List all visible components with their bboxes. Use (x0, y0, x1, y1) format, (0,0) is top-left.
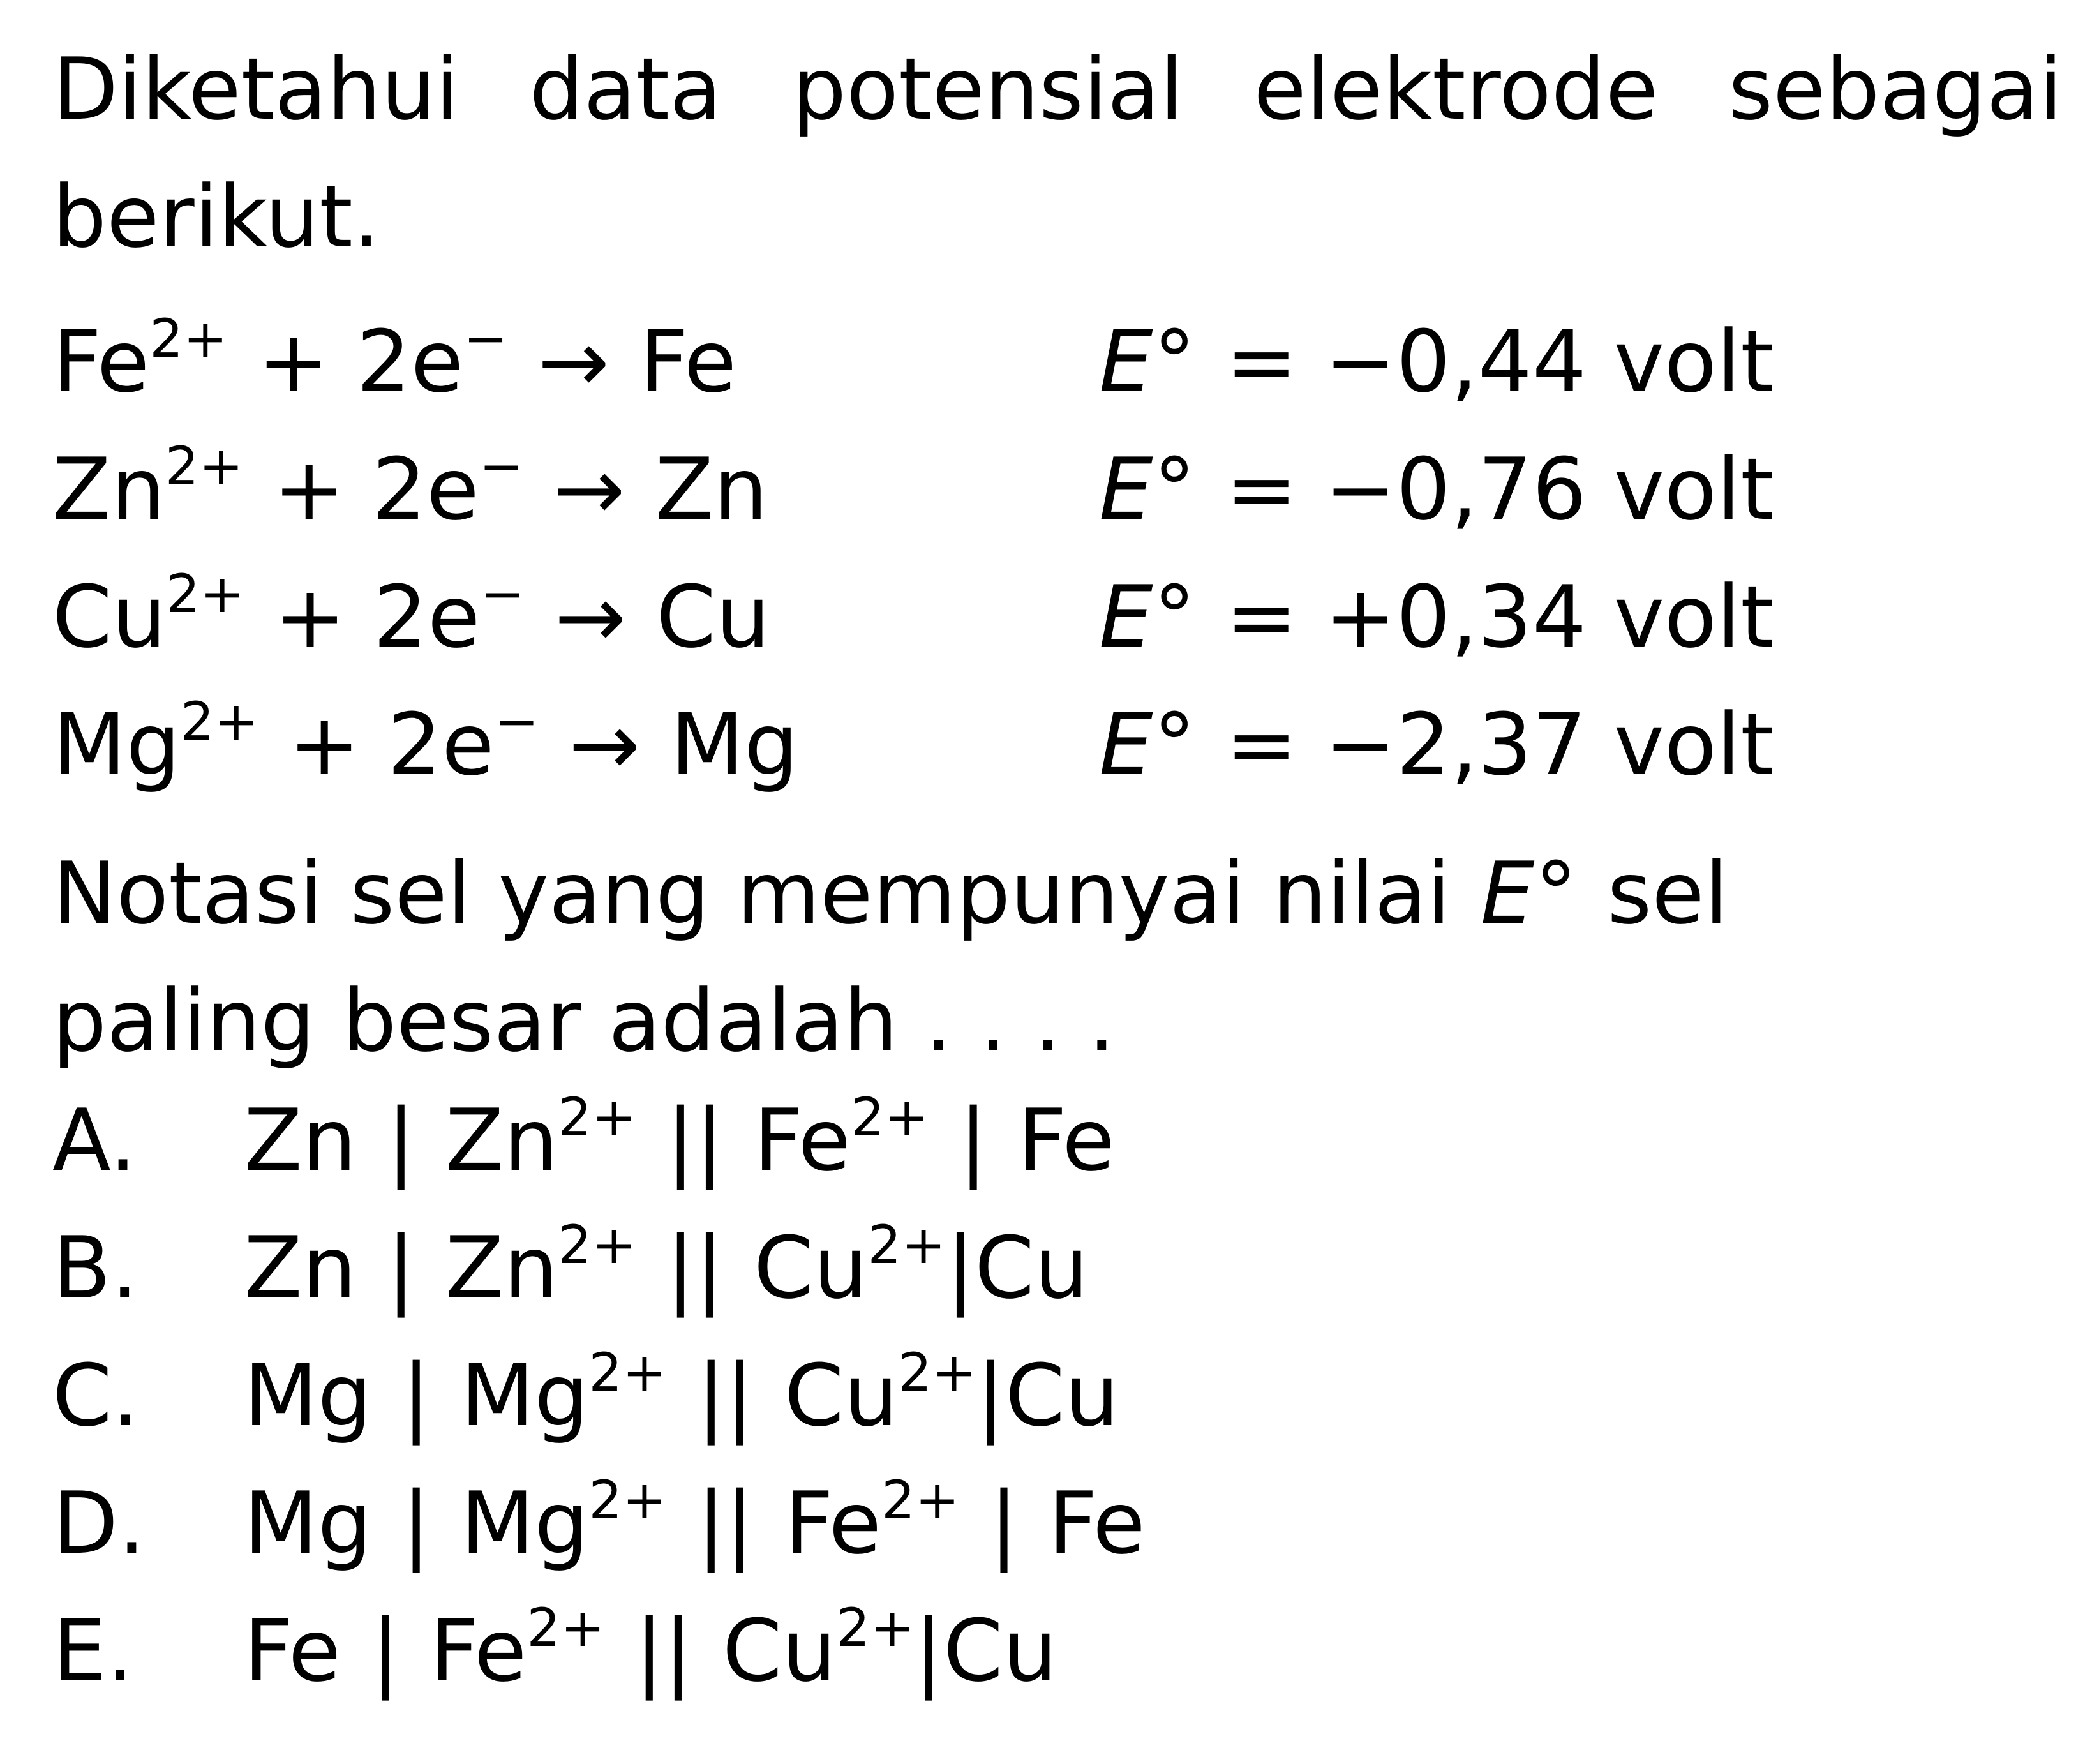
potential-value: = −0,44 volt (1225, 312, 1774, 412)
potential-symbol: E (1099, 695, 1153, 795)
cell-notation: Zn | $Zn^{2+}$ || $Fe^{2+}$ | Fe (244, 1086, 1115, 1190)
reactant-ion: Fe (52, 312, 150, 412)
ion-charge: 2+ (165, 435, 244, 497)
salt-bridge: || (666, 1218, 724, 1318)
question-line-2: paling besar adalah . . . . (52, 971, 1116, 1071)
cell-notation: Mg | $Mg^{2+}$ || $Cu^{2+}|Cu$ (244, 1342, 1119, 1446)
salt-bridge: || (666, 1091, 724, 1190)
salt-bridge: || (696, 1346, 754, 1446)
reactant-ion: Cu (52, 567, 167, 667)
electrons: + 2e (273, 440, 479, 539)
reaction-row-cu (52, 549, 2063, 676)
arrow-icon: → (554, 567, 627, 667)
intro-line-1: Diketahui data potensial elektrode sebagai (52, 40, 2063, 139)
option-letter: E. (52, 1601, 134, 1701)
electrons: + 2e (257, 312, 464, 412)
half-reaction (52, 563, 770, 667)
standard-potential (1099, 440, 1774, 539)
option-letter: C. (52, 1346, 140, 1446)
option-b[interactable] (52, 1213, 2063, 1340)
product: Cu (656, 567, 770, 667)
salt-bridge: || (634, 1601, 692, 1701)
reaction-row-fe (52, 294, 2063, 421)
reaction-row-zn (52, 421, 2063, 549)
ion-charge: 2+ (180, 691, 259, 752)
intro-line-2: berikut. (52, 167, 380, 267)
potential-value: = −2,37 volt (1225, 695, 1774, 795)
option-letter: A. (52, 1091, 137, 1190)
electrons: + 2e (274, 567, 481, 667)
arrow-icon: → (553, 440, 625, 539)
ion-charge: 2+ (149, 308, 228, 370)
product: Fe (639, 312, 737, 412)
cell-notation: Zn | $Zn^{2+}$ || $Cu^{2+}|Cu$ (244, 1214, 1089, 1318)
option-letter: D. (52, 1474, 146, 1573)
answer-options (52, 1085, 2063, 1723)
standard-potential (1099, 567, 1774, 667)
cell-notation: Mg | $Mg^{2+}$ || $Fe^{2+}$ | Fe (244, 1469, 1146, 1573)
standard-potential (1099, 312, 1774, 412)
potential-value: = +0,34 volt (1225, 567, 1774, 667)
arrow-icon: → (569, 695, 641, 795)
electron-charge: − (479, 435, 524, 497)
option-letter: B. (52, 1218, 138, 1318)
electrons: + 2e (288, 695, 495, 795)
option-c[interactable] (52, 1340, 2063, 1468)
potential-symbol: E (1099, 440, 1153, 539)
salt-bridge: || (696, 1474, 754, 1573)
option-a[interactable] (52, 1085, 2063, 1213)
standard-potential (1099, 695, 1774, 795)
degree-sign: ° (1153, 440, 1196, 539)
reaction-row-mg (52, 676, 2063, 804)
degree-sign: ° (1153, 567, 1196, 667)
reactant-ion: Mg (52, 695, 181, 795)
question-text (52, 830, 2063, 1085)
electron-charge: − (463, 308, 508, 370)
half-reaction (52, 435, 768, 539)
arrow-icon: → (537, 312, 609, 412)
option-e[interactable] (52, 1596, 2063, 1723)
electron-charge: − (494, 691, 539, 752)
potential-symbol: E (1099, 312, 1153, 412)
product: Zn (655, 440, 768, 539)
half-reaction (52, 691, 798, 795)
degree-sign: ° (1153, 312, 1196, 412)
question-suffix: sel (1607, 844, 1728, 943)
degree-sign: ° (1153, 695, 1196, 795)
reaction-table (52, 294, 2063, 804)
ion-charge: 2+ (166, 563, 244, 625)
reactant-ion: Zn (52, 440, 165, 539)
potential-value: = −0,76 volt (1225, 440, 1774, 539)
question-prefix: Notasi sel yang mempunyai nilai (52, 844, 1451, 943)
electron-charge: − (480, 563, 525, 625)
intro-text (52, 26, 2063, 281)
cell-notation: Fe | $Fe^{2+}$ || $Cu^{2+}|Cu$ (244, 1597, 1057, 1701)
cell-potential-symbol: E° (1480, 844, 1578, 943)
option-d[interactable] (52, 1468, 2063, 1596)
product: Mg (670, 695, 798, 795)
question-line-1 (52, 830, 2063, 957)
potential-symbol: E (1099, 567, 1153, 667)
half-reaction (52, 308, 737, 412)
